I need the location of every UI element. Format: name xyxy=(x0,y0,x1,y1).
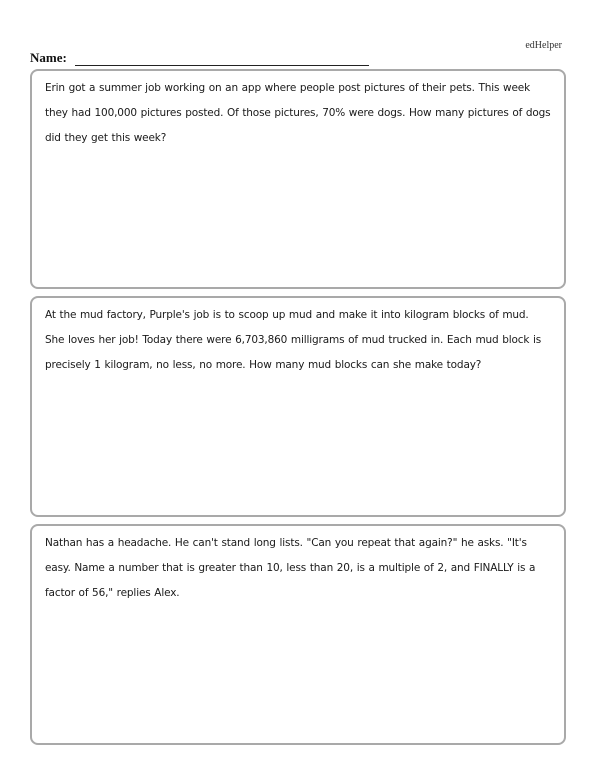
problem-box-2[interactable] xyxy=(30,296,566,517)
problem-box-1[interactable] xyxy=(30,69,566,289)
problem-text-2: At the mud factory, Purple's job is to scoop up mud and make it into kilogram blocks of mud. She loves her job! Today there were 6,703,860 milligrams of mud trucked in. Each mud block is precisely 1 kilogram, no less, no more. How many mud blocks can she make today? xyxy=(45,309,542,371)
name-field-row xyxy=(30,50,369,66)
problem-box-3[interactable] xyxy=(30,524,566,745)
name-write-line[interactable] xyxy=(75,53,369,66)
name-label: Name: xyxy=(30,50,67,65)
problem-text-1: Erin got a summer job working on an app where people post pictures of their pets. This week they had 100,000 pictures posted. Of those pictures, 70% were dogs. How many pictures of dogs did they get this week? xyxy=(45,82,551,144)
brand-label: edHelper xyxy=(525,40,562,51)
problem-text-3: Nathan has a headache. He can't stand long lists. "Can you repeat that again?" he asks. "It's easy. Name a number that is greater than 10, less than 20, is a multiple of 2, and FINALLY is a factor of 56," replies Alex. xyxy=(45,537,536,599)
